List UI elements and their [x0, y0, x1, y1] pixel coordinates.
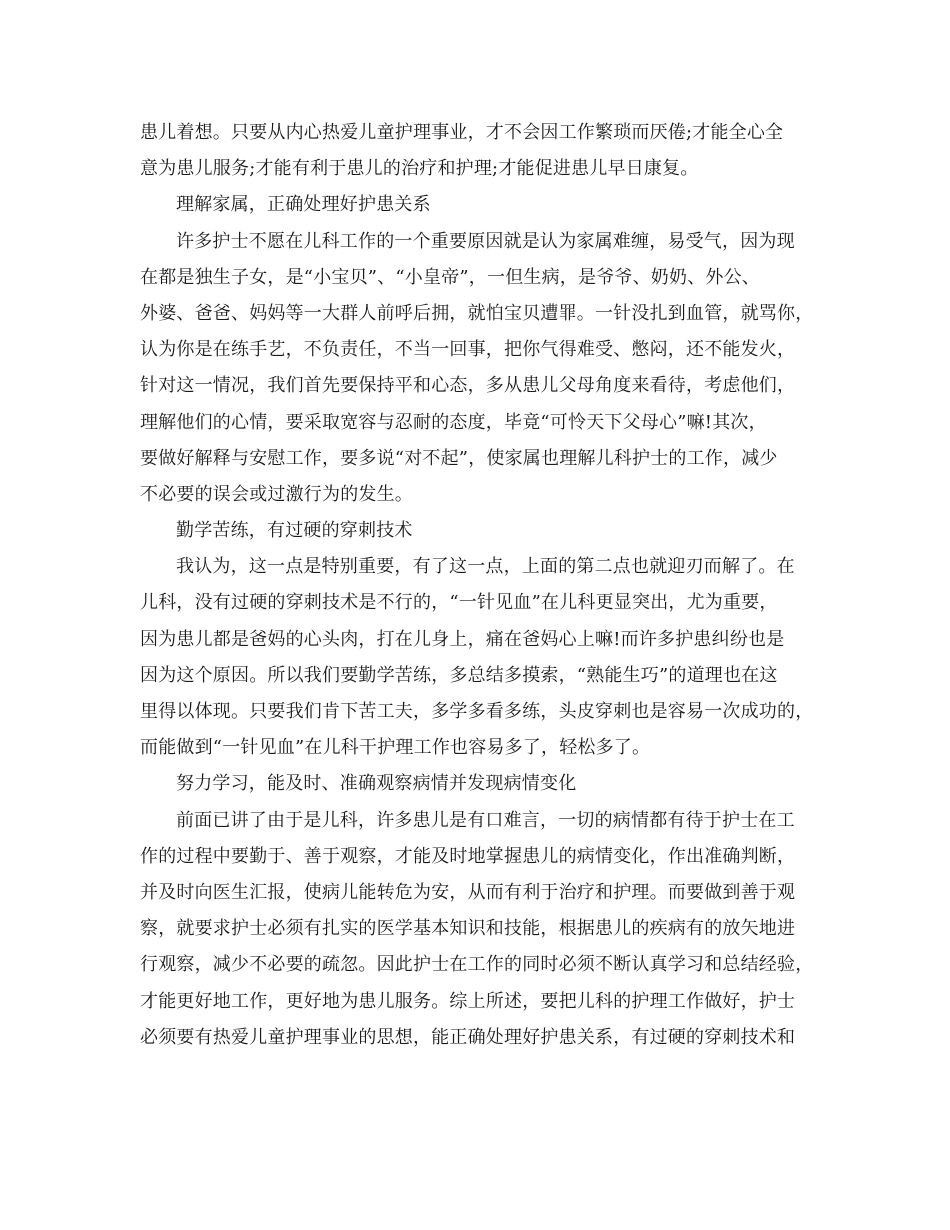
text-line: 作的过程中要勤于、善于观察，才能及时地掌握患儿的病情变化，作出准确判断，: [140, 845, 796, 867]
text-line: 因为这个原因。所以我们要勤学苦练，多总结多摸索，“熟能生巧”的道理也在这: [140, 664, 778, 686]
text-line: 不必要的误会或过激行为的发生。: [140, 483, 413, 505]
text-line: 里得以体现。只要我们肯下苦工夫，多学多看多练，头皮穿刺也是容易一次成功的，: [140, 701, 814, 722]
text-line: 我认为，这一点是特别重要，有了这一点，上面的第二点也就迎刃而解了。在: [176, 556, 795, 578]
text-line: 认为你是在练手艺，不负责任，不当一回事，把你气得难受、憋闷，还不能发火，: [140, 339, 796, 361]
text-line: 许多护士不愿在儿科工作的一个重要原因就是认为家属难缠，易受气，因为现: [176, 230, 795, 252]
text-line: 患儿着想。只要从内心热爱儿童护理事业，才不会因工作繁琐而厌倦;才能全心全: [140, 122, 784, 143]
text-line: 并及时向医生汇报，使病儿能转危为安，从而有利于治疗和护理。而要做到善于观: [140, 881, 796, 903]
text-line: 必须要有热爱儿童护理事业的思想，能正确处理好护患关系，有过硬的穿刺技术和: [140, 1026, 796, 1048]
text-line: 才能更好地工作，更好地为患儿服务。综上所述，要把儿科的护理工作做好，护士: [140, 990, 796, 1012]
text-line: 在都是独生子女，是“小宝贝”、“小皇帝”，一但生病，是爷爷、奶奶、外公、: [140, 266, 761, 288]
text-line: 外婆、爸爸、妈妈等一大群人前呼后拥，就怕宝贝遭罪。一针没扎到血管，就骂你，: [140, 302, 814, 324]
text-line: 针对这一情况，我们首先要保持平和心态，多从患儿父母角度来看待，考虑他们，: [140, 375, 796, 397]
text-line: 因为患儿都是爸妈的心头肉，打在儿身上，痛在爸妈心上嘛!而许多护患纠纷也是: [140, 628, 785, 650]
document-body: [140, 115, 830, 1056]
text-line: 要做好解释与安慰工作，要多说“对不起”，使家属也理解儿科护士的工作，减少: [140, 447, 778, 469]
text-line: 意为患儿服务;才能有利于患儿的治疗和护理;才能促进患儿早日康复。: [140, 158, 699, 180]
section-heading: 理解家属，正确处理好护患关系: [176, 194, 431, 216]
text-line: 理解他们的心情，要采取宽容与忍耐的态度，毕竟“可怜天下父母心”嘛!其次，: [140, 411, 767, 433]
text-line: 察，就要求护士必须有扎实的医学基本知识和技能，根据患儿的疾病有的放矢地进: [140, 918, 796, 940]
section-heading: 努力学习，能及时、准确观察病情并发现病情变化: [176, 773, 577, 795]
text-line: 行观察，减少不必要的疏忽。因此护士在工作的同时必须不断认真学习和总结经验，: [140, 954, 814, 976]
text-line: 前面已讲了由于是儿科，许多患儿是有口难言，一切的病情都有待于护士在工: [176, 809, 795, 831]
text-line: 儿科，没有过硬的穿刺技术是不行的，“一针见血”在儿科更显突出，尤为重要，: [140, 592, 778, 614]
section-heading: 勤学苦练，有过硬的穿刺技术: [176, 520, 413, 542]
text-line: 而能做到“一针见血”在儿科干护理工作也容易多了，轻松多了。: [140, 737, 651, 759]
